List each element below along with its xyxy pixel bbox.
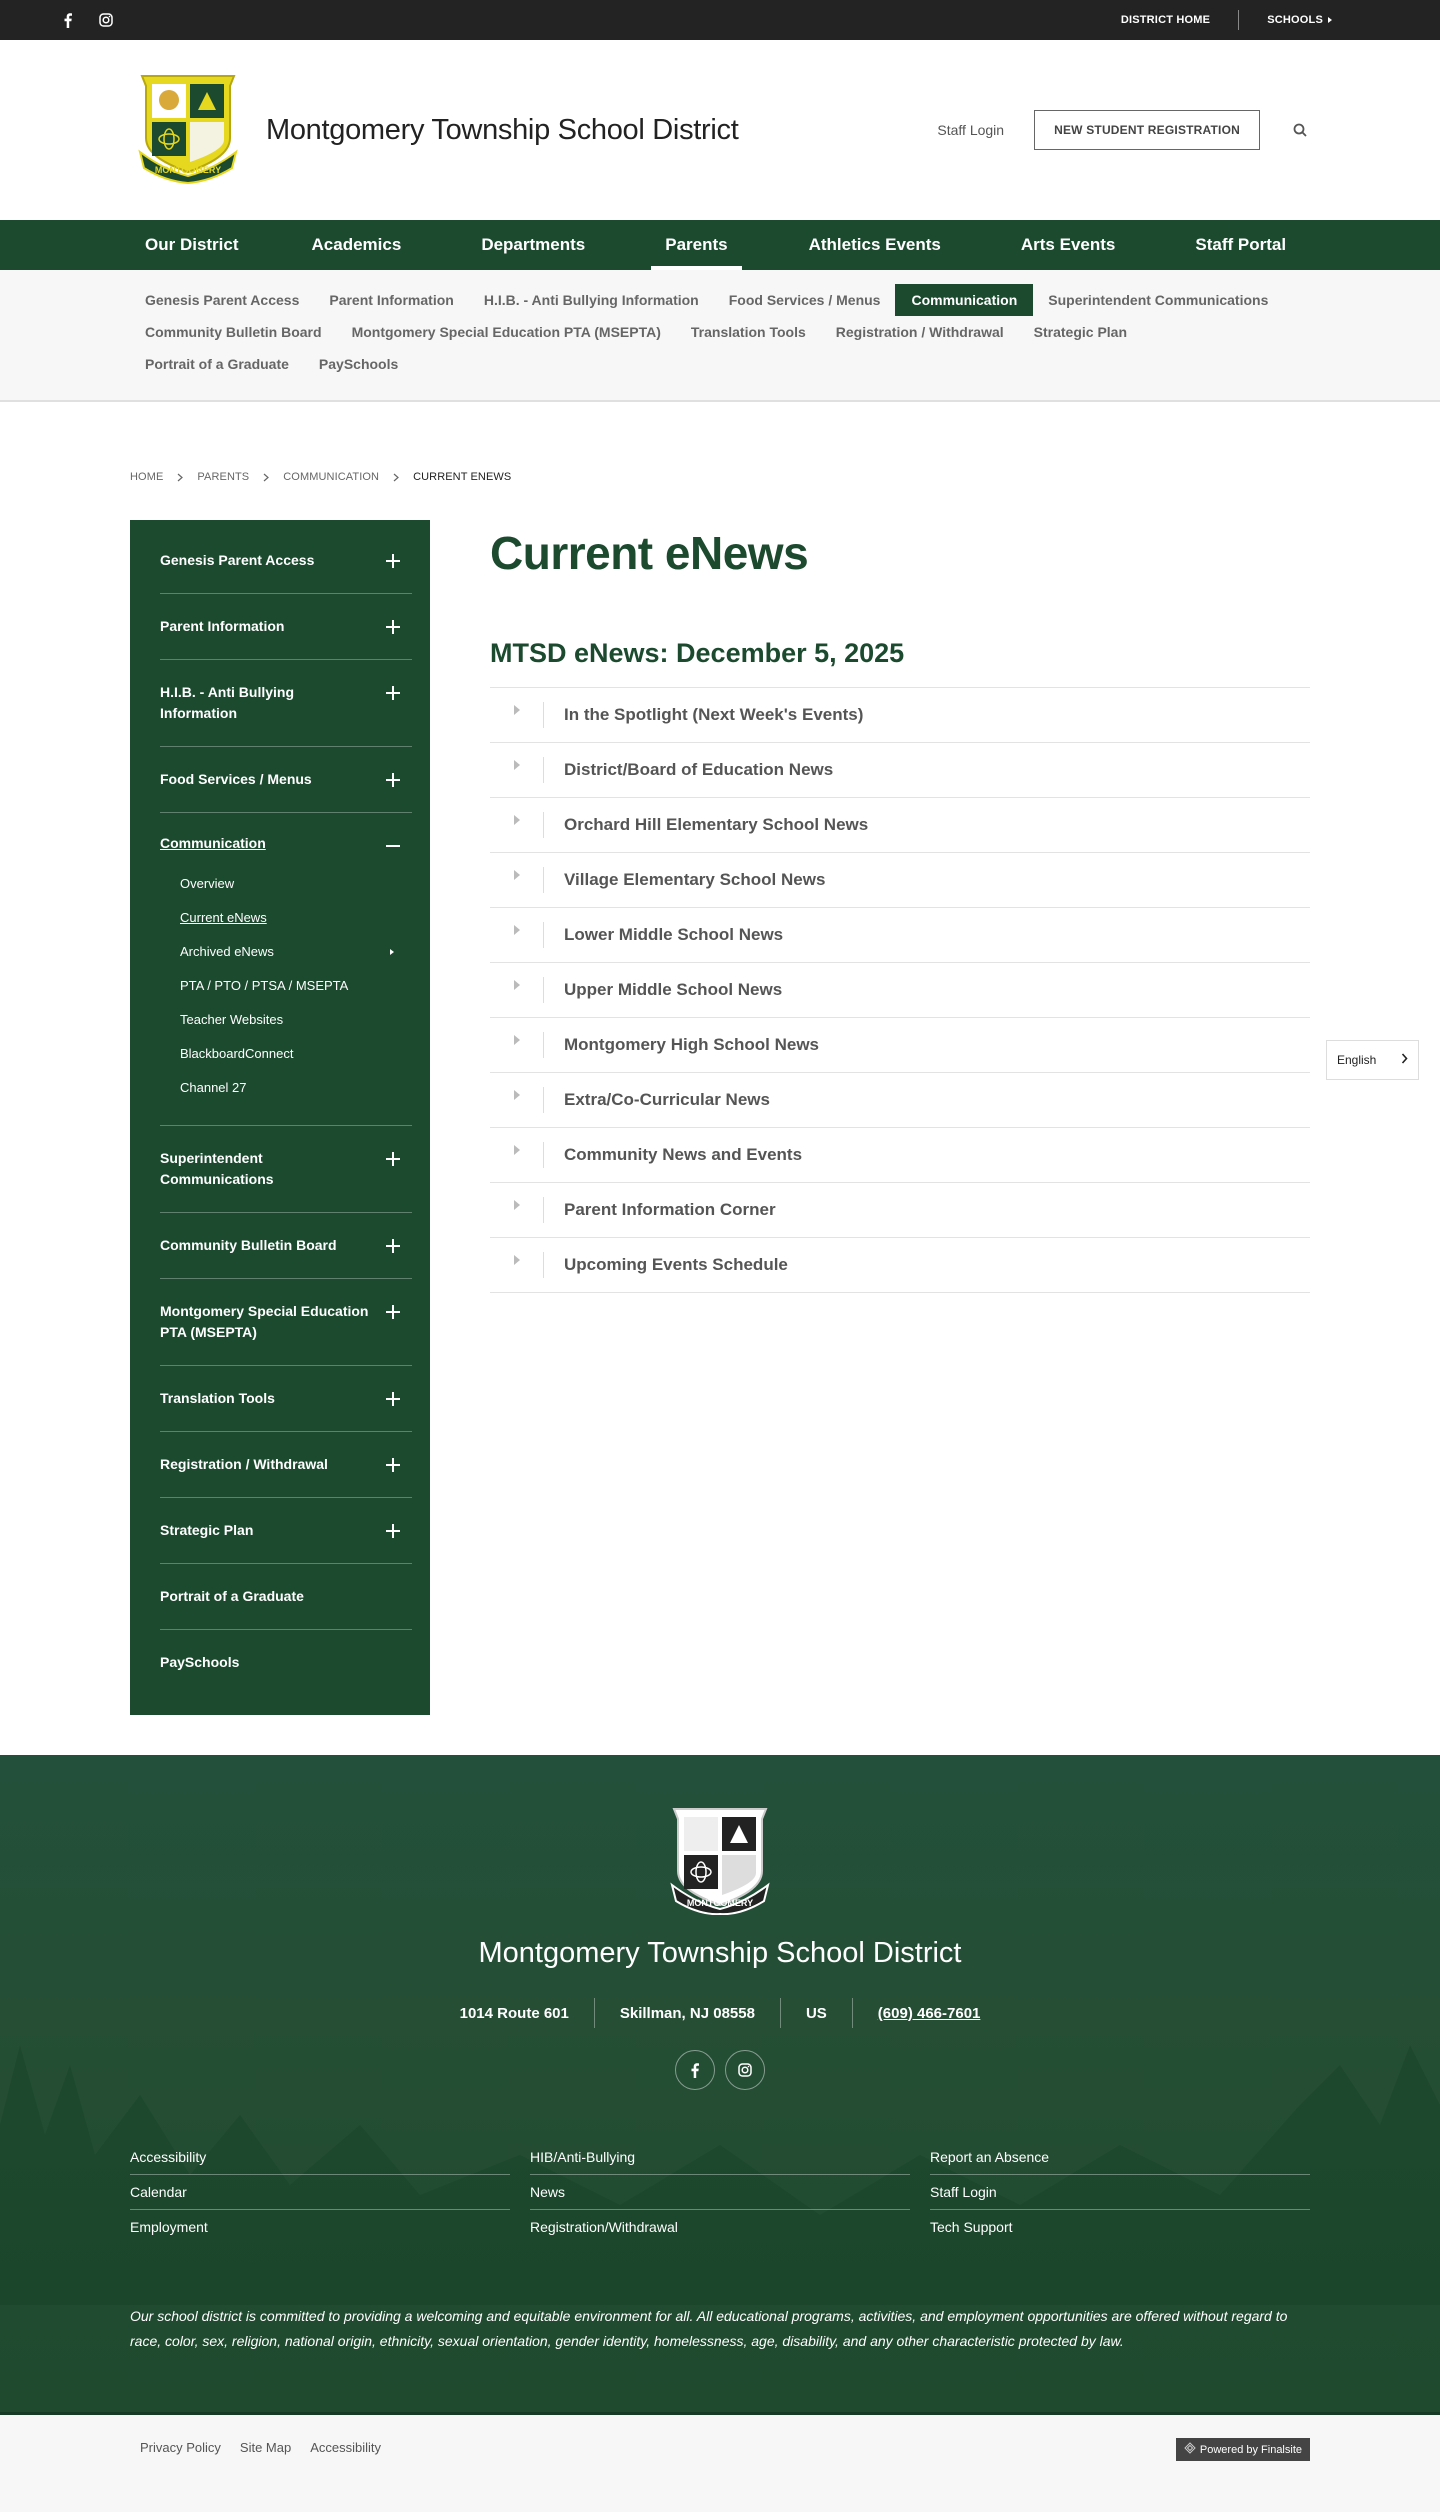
side-subitem-label: Overview bbox=[180, 876, 235, 891]
expand-arrow-icon[interactable] bbox=[490, 1197, 544, 1223]
footer-links-column bbox=[530, 2140, 910, 2244]
accordion-label[interactable]: In the Spotlight (Next Week's Events) bbox=[564, 705, 864, 724]
staff-login-link[interactable]: Staff Login bbox=[937, 122, 1005, 138]
utility-social bbox=[60, 12, 114, 28]
nav-academics[interactable]: Academics bbox=[311, 235, 402, 254]
footer-link-employment[interactable]: Employment bbox=[130, 2219, 208, 2235]
plus-icon[interactable] bbox=[386, 1239, 400, 1253]
accordion-item[interactable] bbox=[490, 1183, 1310, 1238]
site-title: Montgomery Township School District bbox=[266, 113, 739, 146]
side-nav-item[interactable] bbox=[160, 1366, 412, 1432]
side-nav-item[interactable] bbox=[160, 660, 412, 747]
expand-arrow-icon[interactable] bbox=[490, 1142, 544, 1168]
site-footer bbox=[0, 1755, 1440, 2412]
accordion-label[interactable]: Upper Middle School News bbox=[564, 980, 783, 999]
subnav-community-bulletin-board[interactable]: Community Bulletin Board bbox=[145, 324, 322, 340]
instagram-icon[interactable] bbox=[98, 12, 114, 28]
footer-link-report-absence[interactable]: Report an Absence bbox=[930, 2140, 1310, 2175]
side-subitem-label: BlackboardConnect bbox=[180, 1046, 294, 1061]
side-nav-group-communication bbox=[160, 813, 412, 1126]
footer-link-tech-support[interactable]: Tech Support bbox=[930, 2219, 1013, 2235]
accordion-item[interactable] bbox=[490, 1238, 1310, 1293]
expand-arrow-icon[interactable] bbox=[490, 702, 544, 728]
expand-arrow-icon[interactable] bbox=[490, 812, 544, 838]
expand-arrow-icon[interactable] bbox=[490, 1087, 544, 1113]
plus-icon[interactable] bbox=[386, 1392, 400, 1406]
search-icon[interactable] bbox=[1290, 120, 1310, 140]
side-subitem-teacher-websites[interactable] bbox=[180, 1003, 412, 1037]
subnav-msepta[interactable]: Montgomery Special Education PTA (MSEPTA) bbox=[351, 324, 661, 340]
accordion-label[interactable]: Extra/Co-Curricular News bbox=[564, 1090, 770, 1109]
plus-icon[interactable] bbox=[386, 620, 400, 634]
legal-links bbox=[140, 2440, 381, 2455]
side-nav-label[interactable]: Genesis Parent Access bbox=[160, 552, 315, 568]
schools-label: SCHOOLS bbox=[1267, 14, 1323, 26]
side-subitem-label: Current eNews bbox=[180, 910, 267, 925]
side-nav-item[interactable] bbox=[160, 528, 412, 594]
phone-link[interactable]: (609) 466-7601 bbox=[877, 2004, 981, 2022]
footer-link-accessibility[interactable]: Accessibility bbox=[130, 2140, 510, 2175]
side-subitem-blackboardconnect[interactable] bbox=[180, 1037, 412, 1071]
expand-arrow-icon[interactable] bbox=[490, 867, 544, 893]
plus-icon[interactable] bbox=[386, 1524, 400, 1538]
footer-link-registration[interactable]: Registration/Withdrawal bbox=[530, 2219, 678, 2235]
content bbox=[0, 502, 1440, 1755]
language-selector[interactable] bbox=[1326, 1040, 1419, 1080]
svg-text:MONTGOMERY: MONTGOMERY bbox=[686, 1898, 754, 1908]
district-crest-logo bbox=[136, 72, 240, 189]
accordion-label[interactable]: Montgomery High School News bbox=[564, 1035, 820, 1054]
accordion-item[interactable] bbox=[490, 798, 1310, 853]
site-header bbox=[0, 40, 1440, 220]
accordion-label[interactable]: Lower Middle School News bbox=[564, 925, 784, 944]
accordion-item[interactable] bbox=[490, 908, 1310, 963]
plus-icon[interactable] bbox=[386, 686, 400, 700]
enews-accordion bbox=[490, 687, 1310, 1293]
footer-links-column bbox=[930, 2140, 1310, 2244]
page-title: Current eNews bbox=[490, 527, 809, 579]
expand-arrow-icon[interactable] bbox=[490, 922, 544, 948]
side-nav-label[interactable]: Parent Information bbox=[160, 618, 285, 634]
sub-nav bbox=[0, 270, 1440, 402]
nondiscrimination-statement: Our school district is committed to providing a welcoming and equitable environment for all. All educational programs, activities, and employment opportunities are offered without regard to race, color, sex, religion, national origin, ethnicity, sexual orientation, gender identity, homelessness, age, disability, and any other characteristic protected by law. bbox=[130, 2308, 1288, 2349]
breadcrumb-home[interactable]: HOME bbox=[130, 471, 164, 483]
powered-by-finalsite-badge[interactable] bbox=[1176, 2438, 1310, 2461]
side-nav-label[interactable]: Superintendent Communications bbox=[160, 1150, 274, 1187]
footer-quick-links bbox=[130, 2140, 1310, 2244]
accordion-label[interactable]: Orchard Hill Elementary School News bbox=[564, 815, 869, 834]
nav-athletics-events[interactable]: Athletics Events bbox=[808, 235, 941, 254]
expand-arrow-icon[interactable] bbox=[490, 1032, 544, 1058]
accordion-item[interactable] bbox=[490, 963, 1310, 1018]
subnav-portrait-of-a-graduate[interactable]: Portrait of a Graduate bbox=[145, 356, 289, 372]
side-nav-item[interactable] bbox=[160, 1630, 412, 1695]
plus-icon[interactable] bbox=[386, 1458, 400, 1472]
nav-parents[interactable]: Parents bbox=[665, 220, 727, 270]
side-nav-item[interactable] bbox=[160, 1279, 412, 1366]
side-nav-label[interactable]: H.I.B. - Anti Bullying Information bbox=[160, 684, 295, 721]
accordion-item[interactable] bbox=[490, 1128, 1310, 1183]
footer-district-name: Montgomery Township School District bbox=[478, 1937, 962, 1969]
bottom-bar bbox=[0, 2412, 1440, 2512]
side-nav-label[interactable]: Community Bulletin Board bbox=[160, 1237, 337, 1253]
side-subitem-label: PTA / PTO / PTSA / MSEPTA bbox=[180, 978, 349, 993]
main-content bbox=[490, 520, 1310, 1715]
footer-link-news[interactable]: News bbox=[530, 2175, 910, 2210]
side-nav-item[interactable] bbox=[160, 1498, 412, 1564]
caret-right-icon[interactable] bbox=[390, 949, 394, 955]
address-city: Skillman, NJ 08558 bbox=[619, 2004, 755, 2022]
enews-issue-title: MTSD eNews: December 5, 2025 bbox=[490, 638, 905, 668]
side-nav-label[interactable]: Food Services / Menus bbox=[160, 771, 312, 787]
expand-arrow-icon[interactable] bbox=[490, 977, 544, 1003]
side-nav-item[interactable] bbox=[160, 1432, 412, 1498]
side-nav-item[interactable] bbox=[160, 1564, 412, 1630]
breadcrumb-parents[interactable]: PARENTS bbox=[197, 471, 250, 483]
side-nav-label[interactable]: PaySchools bbox=[160, 1654, 240, 1670]
main-nav bbox=[0, 220, 1440, 270]
subnav-parent-information[interactable]: Parent Information bbox=[329, 292, 454, 308]
address-street: 1014 Route 601 bbox=[459, 2004, 569, 2022]
expand-arrow-icon[interactable] bbox=[490, 757, 544, 783]
language-label: English bbox=[1337, 1053, 1377, 1067]
accordion-item[interactable] bbox=[490, 688, 1310, 743]
breadcrumb bbox=[0, 402, 1440, 502]
side-subitem-label: Archived eNews bbox=[180, 944, 274, 959]
utility-bar bbox=[0, 0, 1440, 40]
plus-icon[interactable] bbox=[386, 773, 400, 787]
side-nav-label[interactable]: Registration / Withdrawal bbox=[160, 1456, 328, 1472]
subnav-food-services[interactable]: Food Services / Menus bbox=[728, 292, 881, 308]
district-home-link[interactable]: DISTRICT HOME bbox=[1120, 14, 1211, 26]
side-nav-item[interactable] bbox=[160, 747, 412, 813]
side-nav-label[interactable]: Strategic Plan bbox=[160, 1522, 254, 1538]
subnav-superintendent-communications[interactable]: Superintendent Communications bbox=[1048, 292, 1269, 308]
plus-icon[interactable] bbox=[386, 1305, 400, 1319]
side-subitem-label: Channel 27 bbox=[180, 1080, 247, 1095]
accordion-item[interactable] bbox=[490, 853, 1310, 908]
chevron-right-icon bbox=[1401, 1053, 1408, 1067]
side-nav-item[interactable] bbox=[160, 1213, 412, 1279]
subnav-payschools[interactable]: PaySchools bbox=[318, 356, 399, 372]
accordion-item[interactable] bbox=[490, 1018, 1310, 1073]
home-logo-link[interactable] bbox=[136, 72, 739, 189]
nav-arts-events[interactable]: Arts Events bbox=[1020, 235, 1116, 254]
address-country: US bbox=[805, 2004, 827, 2022]
subnav-registration-withdrawal[interactable]: Registration / Withdrawal bbox=[835, 324, 1004, 340]
footer-crest-logo bbox=[130, 1805, 1310, 1915]
chevron-right-icon bbox=[177, 473, 183, 482]
section-side-nav bbox=[130, 520, 430, 1715]
footer-link-hib[interactable]: HIB/Anti-Bullying bbox=[530, 2140, 910, 2175]
chevron-right-icon bbox=[263, 473, 269, 482]
side-nav-label[interactable]: Montgomery Special Education PTA (MSEPTA) bbox=[160, 1303, 369, 1340]
utility-links bbox=[1121, 0, 1332, 40]
side-nav-label[interactable]: Communication bbox=[160, 835, 266, 851]
site-map-link[interactable]: Site Map bbox=[239, 2440, 292, 2455]
side-subitem-overview[interactable] bbox=[180, 867, 412, 901]
header-actions bbox=[937, 110, 1310, 150]
footer-links-column bbox=[130, 2140, 510, 2244]
plus-icon[interactable] bbox=[386, 1152, 400, 1166]
powered-by-label: Powered by Finalsite bbox=[1199, 2443, 1302, 2456]
facebook-icon[interactable] bbox=[60, 12, 76, 28]
side-subitem-pta[interactable] bbox=[180, 969, 412, 1003]
side-nav-item[interactable] bbox=[160, 1126, 412, 1213]
breadcrumb-communication[interactable]: COMMUNICATION bbox=[283, 471, 380, 483]
nav-departments[interactable]: Departments bbox=[481, 235, 586, 254]
footer-link-staff-login[interactable]: Staff Login bbox=[930, 2175, 1310, 2210]
nav-our-district[interactable]: Our District bbox=[145, 235, 239, 254]
finalsite-logo-icon bbox=[1184, 2442, 1196, 2457]
side-subitem-channel-27[interactable] bbox=[180, 1071, 412, 1105]
accordion-item[interactable] bbox=[490, 1073, 1310, 1128]
subnav-strategic-plan[interactable]: Strategic Plan bbox=[1033, 324, 1128, 340]
subnav-communication[interactable]: Communication bbox=[895, 284, 1033, 316]
footer-link-calendar[interactable]: Calendar bbox=[130, 2175, 510, 2210]
accordion-item[interactable] bbox=[490, 743, 1310, 798]
accordion-label[interactable]: Upcoming Events Schedule bbox=[564, 1255, 788, 1274]
accordion-label[interactable]: Village Elementary School News bbox=[564, 870, 826, 889]
minus-icon[interactable] bbox=[386, 839, 400, 853]
plus-icon[interactable] bbox=[386, 554, 400, 568]
accordion-label[interactable]: District/Board of Education News bbox=[564, 760, 834, 779]
side-subitem-current-enews[interactable] bbox=[180, 901, 412, 935]
schools-menu-button[interactable] bbox=[1267, 14, 1332, 26]
subnav-hib[interactable]: H.I.B. - Anti Bullying Information bbox=[483, 292, 699, 308]
expand-arrow-icon[interactable] bbox=[490, 1252, 544, 1278]
nav-staff-portal[interactable]: Staff Portal bbox=[1195, 235, 1287, 254]
subnav-translation-tools[interactable]: Translation Tools bbox=[690, 324, 806, 340]
breadcrumb-current: CURRENT ENEWS bbox=[413, 471, 512, 483]
privacy-policy-link[interactable]: Privacy Policy bbox=[140, 2440, 221, 2455]
svg-text:MONTGOMERY: MONTGOMERY bbox=[154, 164, 222, 175]
side-nav-subitems bbox=[160, 867, 412, 1105]
chevron-right-icon bbox=[393, 473, 399, 482]
caret-right-icon bbox=[1328, 17, 1332, 23]
side-subitem-label: Teacher Websites bbox=[180, 1012, 284, 1027]
side-nav-item[interactable] bbox=[160, 594, 412, 660]
subnav-genesis-parent-access[interactable]: Genesis Parent Access bbox=[145, 292, 300, 308]
divider bbox=[1238, 10, 1239, 30]
accordion-label[interactable]: Community News and Events bbox=[564, 1145, 803, 1164]
accessibility-link[interactable]: Accessibility bbox=[310, 2440, 382, 2455]
side-nav-label[interactable]: Portrait of a Graduate bbox=[160, 1588, 304, 1604]
new-student-registration-button[interactable]: NEW STUDENT REGISTRATION bbox=[1034, 110, 1260, 150]
side-nav-label[interactable]: Translation Tools bbox=[160, 1390, 275, 1406]
accordion-label[interactable]: Parent Information Corner bbox=[564, 1200, 776, 1219]
side-subitem-archived-enews[interactable] bbox=[180, 935, 412, 969]
